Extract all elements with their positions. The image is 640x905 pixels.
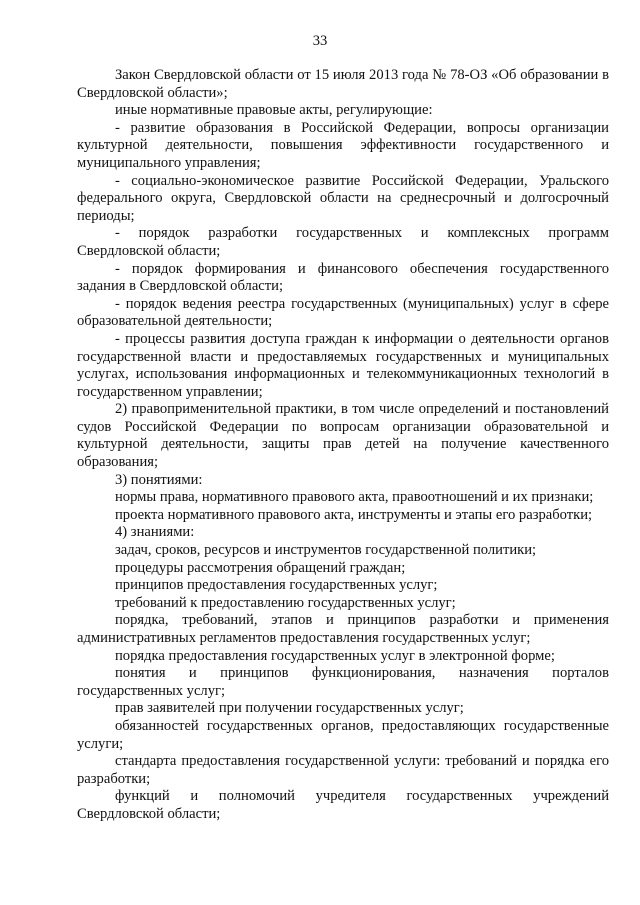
list-item-administrative-regulations: порядка, требований, этапов и принципов разработки и применения административных регламентов предоставления государственных услуг; bbox=[77, 612, 609, 646]
list-item-service-requirements: требований к предоставлению государственных услуг; bbox=[115, 594, 456, 611]
list-item-education-development: - развитие образования в Российской Федерации, вопросы организации культурной деятельности, повышения эффективности государственного и муниципального управления; bbox=[77, 119, 609, 171]
document-body bbox=[77, 67, 609, 824]
heading-concepts: 3) понятиями: bbox=[115, 471, 203, 488]
list-item-applicant-rights: прав заявителей при получении государственных услуг; bbox=[115, 700, 464, 717]
paragraph-law-enforcement-practice: 2) правоприменительной практики, в том числе определений и постановлений судов Российской Федерации по вопросам организации образовательной и культурной деятельности, защиты прав детей на получение качественного образования; bbox=[77, 401, 609, 471]
paragraph-law-reference: Закон Свердловской области от 15 июля 2013 года № 78-ОЗ «Об образовании в Свердловской области»; bbox=[77, 67, 609, 101]
list-item-services-registry: - порядок ведения реестра государственных (муниципальных) услуг в сфере образовательной деятельности; bbox=[77, 295, 609, 330]
heading-knowledge: 4) знаниями: bbox=[115, 524, 195, 541]
list-item-legal-norms: нормы права, нормативного правового акта, правоотношений и их признаки; bbox=[115, 489, 594, 506]
paragraph-other-acts-intro: иные нормативные правовые акты, регулирующие: bbox=[115, 102, 433, 119]
list-item-appeals-procedure: процедуры рассмотрения обращений граждан; bbox=[115, 559, 406, 576]
list-item-service-standard: стандарта предоставления государственной услуги: требований и порядка его разработки; bbox=[77, 753, 609, 787]
page-number: 33 bbox=[312, 33, 328, 49]
list-item-electronic-services: порядка предоставления государственных услуг в электронной форме; bbox=[115, 647, 555, 664]
list-item-service-principles: принципов предоставления государственных услуг; bbox=[115, 577, 438, 594]
list-item-state-assignment: - порядок формирования и финансового обеспечения государственного задания в Свердловской области; bbox=[77, 260, 609, 295]
list-item-policy-tasks: задач, сроков, ресурсов и инструментов государственной политики; bbox=[115, 542, 537, 559]
list-item-founder-functions: функций и полномочий учредителя государственных учреждений Свердловской области; bbox=[77, 788, 609, 822]
list-item-information-access: - процессы развития доступа граждан к информации о деятельности органов государственной власти и предоставляемых государственных и муниципальных услугах, использования информационных и телекоммуникационных технологий в государственном управлении; bbox=[77, 330, 609, 400]
list-item-draft-act: проекта нормативного правового акта, инструменты и этапы его разработки; bbox=[115, 506, 593, 523]
list-item-agency-duties: обязанностей государственных органов, предоставляющих государственные услуги; bbox=[77, 717, 609, 752]
list-item-state-programs: - порядок разработки государственных и комплексных программ Свердловской области; bbox=[77, 225, 609, 259]
list-item-socio-economic-development: - социально-экономическое развитие Российской Федерации, Уральского федерального округа, Свердловской области на среднесрочный и долгосрочный периоды; bbox=[77, 172, 609, 224]
list-item-service-portals: понятия и принципов функционирования, назначения порталов государственных услуг; bbox=[77, 665, 609, 699]
